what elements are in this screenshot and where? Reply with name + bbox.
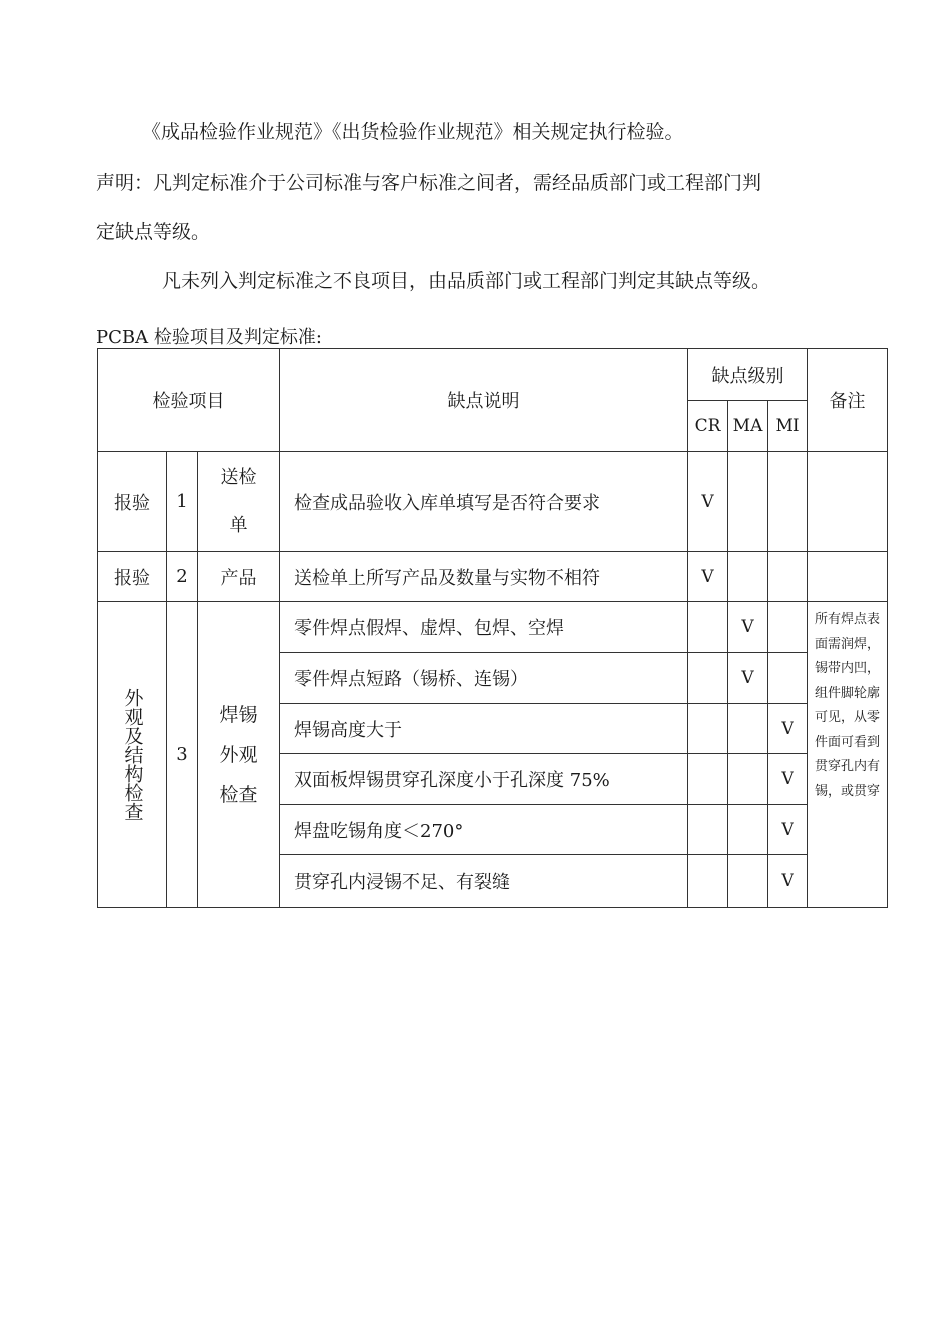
row-subitem: 产品: [198, 552, 280, 602]
row-mi-mark: V: [768, 704, 808, 754]
table-row: [98, 452, 888, 552]
row-ma-mark: [728, 855, 768, 908]
row-cr-mark: V: [688, 452, 728, 552]
row-remark: [808, 552, 888, 602]
row-cr-mark: [688, 653, 728, 704]
row-cr-mark: [688, 754, 728, 805]
header-ma: MA: [728, 401, 768, 452]
row-description: 送检单上所写产品及数量与实物不相符: [280, 552, 688, 602]
row-ma-mark: [728, 452, 768, 552]
header-cr: CR: [688, 401, 728, 452]
row-description: 双面板焊锡贯穿孔深度小于孔深度 75%: [280, 754, 688, 805]
row-category: 报验: [98, 552, 167, 602]
header-row-1: [98, 349, 888, 401]
row-description: 焊盘吃锡角度＜270°: [280, 805, 688, 855]
row-ma-mark: [728, 805, 768, 855]
header-remark: 备注: [808, 349, 888, 452]
row-subitem: [198, 452, 280, 552]
row-description: 检查成品验收入库单填写是否符合要求: [280, 452, 688, 552]
row-cr-mark: [688, 704, 728, 754]
group-remark: [808, 602, 888, 908]
row-ma-mark: V: [728, 602, 768, 653]
row-mi-mark: V: [768, 855, 808, 908]
group-subitem-line1: 焊锡: [219, 703, 258, 726]
header-description: 缺点说明: [280, 349, 688, 452]
row-cr-mark: [688, 855, 728, 908]
paragraph-statement-cont: 定缺点等级。: [96, 221, 211, 243]
row-cr-mark: V: [688, 552, 728, 602]
row-description: 贯穿孔内浸锡不足、有裂缝: [280, 855, 688, 908]
row-mi-mark: V: [768, 754, 808, 805]
row-cr-mark: [688, 602, 728, 653]
row-category: 报验: [98, 452, 167, 552]
group-category: [98, 602, 167, 908]
inspection-table: [97, 348, 888, 908]
row-subitem-text: 送检单: [220, 466, 257, 536]
group-category-text: 外观及结构检查: [121, 688, 144, 821]
row-ma-mark: [728, 704, 768, 754]
row-mi-mark: [768, 602, 808, 653]
row-description: 焊锡高度大于: [280, 704, 688, 754]
group-number: 3: [167, 602, 198, 908]
table-row: [98, 602, 888, 653]
table-caption: PCBA 检验项目及判定标准:: [96, 327, 322, 348]
row-number: 2: [167, 552, 198, 602]
row-description: 零件焊点假焊、虚焊、包焊、空焊: [280, 602, 688, 653]
header-level: 缺点级别: [688, 349, 808, 401]
row-mi-mark: [768, 653, 808, 704]
row-mi-mark: [768, 552, 808, 602]
row-ma-mark: V: [728, 653, 768, 704]
group-subitem-line2: 外观: [219, 743, 258, 766]
row-number: 1: [167, 452, 198, 552]
row-mi-mark: [768, 452, 808, 552]
paragraph-statement: 声明：凡判定标准介于公司标准与客户标准之间者，需经品质部门或工程部门判: [96, 172, 762, 194]
row-cr-mark: [688, 805, 728, 855]
row-remark: [808, 452, 888, 552]
paragraph-reference: 《成品检验作业规范》《出货检验作业规范》相关规定执行检验。: [142, 121, 684, 143]
row-ma-mark: [728, 552, 768, 602]
row-ma-mark: [728, 754, 768, 805]
row-mi-mark: V: [768, 805, 808, 855]
header-item: 检验项目: [98, 349, 280, 452]
table-row: [98, 552, 888, 602]
group-subitem: [198, 602, 280, 908]
row-description: 零件焊点短路（锡桥、连锡）: [280, 653, 688, 704]
group-subitem-line3: 检查: [219, 783, 258, 806]
header-mi: MI: [768, 401, 808, 452]
paragraph-unlisted: 凡未列入判定标准之不良项目，由品质部门或工程部门判定其缺点等级。: [162, 270, 771, 292]
group-remark-text: 所有焊点表面需润焊，锡带内凹，组件脚轮廓可见，从零件面可看到贯穿孔内有锡，或贯穿: [815, 612, 881, 799]
